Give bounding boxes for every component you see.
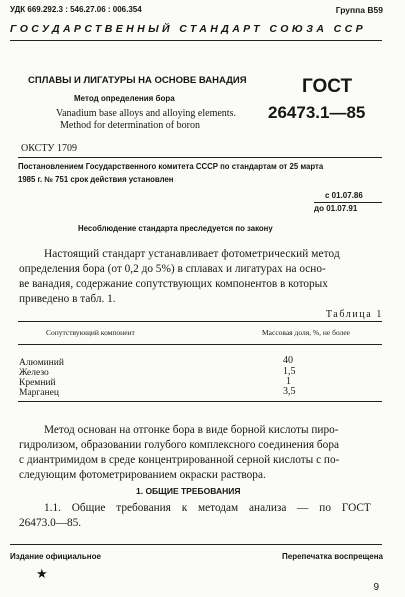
star-icon: ★ (36, 566, 48, 581)
method-line-4: следующим фотометрированием окраски раствора. (19, 469, 266, 481)
reprint-prohibited: Перепечатка воспрещена (282, 552, 383, 561)
component-name: Марганец (19, 388, 59, 398)
official-edition: Издание официальное (10, 552, 101, 561)
gost-label: ГОСТ (302, 76, 353, 97)
doc-title-en: Vanadium base alloys and alloying elements. (56, 108, 236, 119)
method-line-1: Метод основан на отгонке бора в виде борной кислоты пиро- (44, 424, 339, 436)
section-para-line-1: 1.1. Общие требования к методам анализа — по ГОСТ (44, 502, 371, 514)
valid-to: до 01.07.91 (314, 204, 358, 213)
table-bottom-rule (18, 401, 382, 402)
table-top-rule (18, 321, 382, 322)
doc-subtitle-en: Method for determination of boron (60, 120, 200, 131)
okstu-code: ОКСТУ 1709 (21, 143, 78, 154)
header-rule (10, 40, 382, 41)
udk-code: УДК 669.292.3 : 546.27.06 : 006.354 (10, 5, 142, 14)
component-value: 1 (286, 376, 291, 387)
gost-number: 26473.1—85 (268, 103, 366, 122)
section-heading: 1. ОБЩИЕ ТРЕБОВАНИЯ (136, 486, 241, 496)
dates-rule (314, 202, 382, 203)
state-standard-header: ГОСУДАРСТВЕННЫЙ СТАНДАРТ СОЮЗА ССР (10, 23, 367, 35)
table-caption: Таблица 1 (325, 309, 383, 320)
component-value: 40 (283, 355, 293, 366)
doc-subtitle: Метод определения бора (74, 94, 175, 103)
intro-line-2: определения бора (от 0,2 до 5%) в сплавах и лигатурах на осно- (19, 263, 326, 275)
method-line-3: с диантримидом в среде концентрированной серной кислоты с по- (19, 454, 340, 466)
decree-line-1: Постановлением Государственного комитета СССР по стандартам от 25 марта (18, 162, 324, 171)
valid-from: с 01.07.86 (325, 191, 363, 200)
intro-line-3: ве ванадия, содержание сопутствующих компонентов в которых (19, 278, 328, 290)
component-value: 1,5 (283, 366, 296, 377)
legal-notice: Несоблюдение стандарта преследуется по закону (78, 224, 273, 233)
title-rule (18, 157, 382, 158)
table-header-rule (18, 344, 382, 345)
method-line-2: гидролизом, образовании голубого комплексного соединения бора (19, 439, 339, 451)
table-header-fraction: Массовая доля, %, не более (262, 328, 350, 337)
section-para-line-2: 26473.0—85. (19, 517, 82, 529)
footer-rule (10, 544, 382, 545)
decree-line-2: 1985 г. № 751 срок действия установлен (18, 175, 174, 184)
component-name: Железо (19, 368, 49, 378)
component-name: Кремний (19, 378, 56, 388)
table-header-component: Сопутствующий компонент (46, 328, 135, 337)
component-name: Алюминий (19, 358, 64, 368)
doc-title: СПЛАВЫ И ЛИГАТУРЫ НА ОСНОВЕ ВАНАДИЯ (28, 75, 247, 86)
intro-line-4: приведено в табл. 1. (19, 293, 116, 305)
component-value: 3,5 (283, 386, 296, 397)
page-number: 9 (373, 582, 379, 593)
intro-line-1: Настоящий стандарт устанавливает фотометрический метод (44, 248, 340, 260)
group-code: Группа В59 (335, 5, 383, 15)
